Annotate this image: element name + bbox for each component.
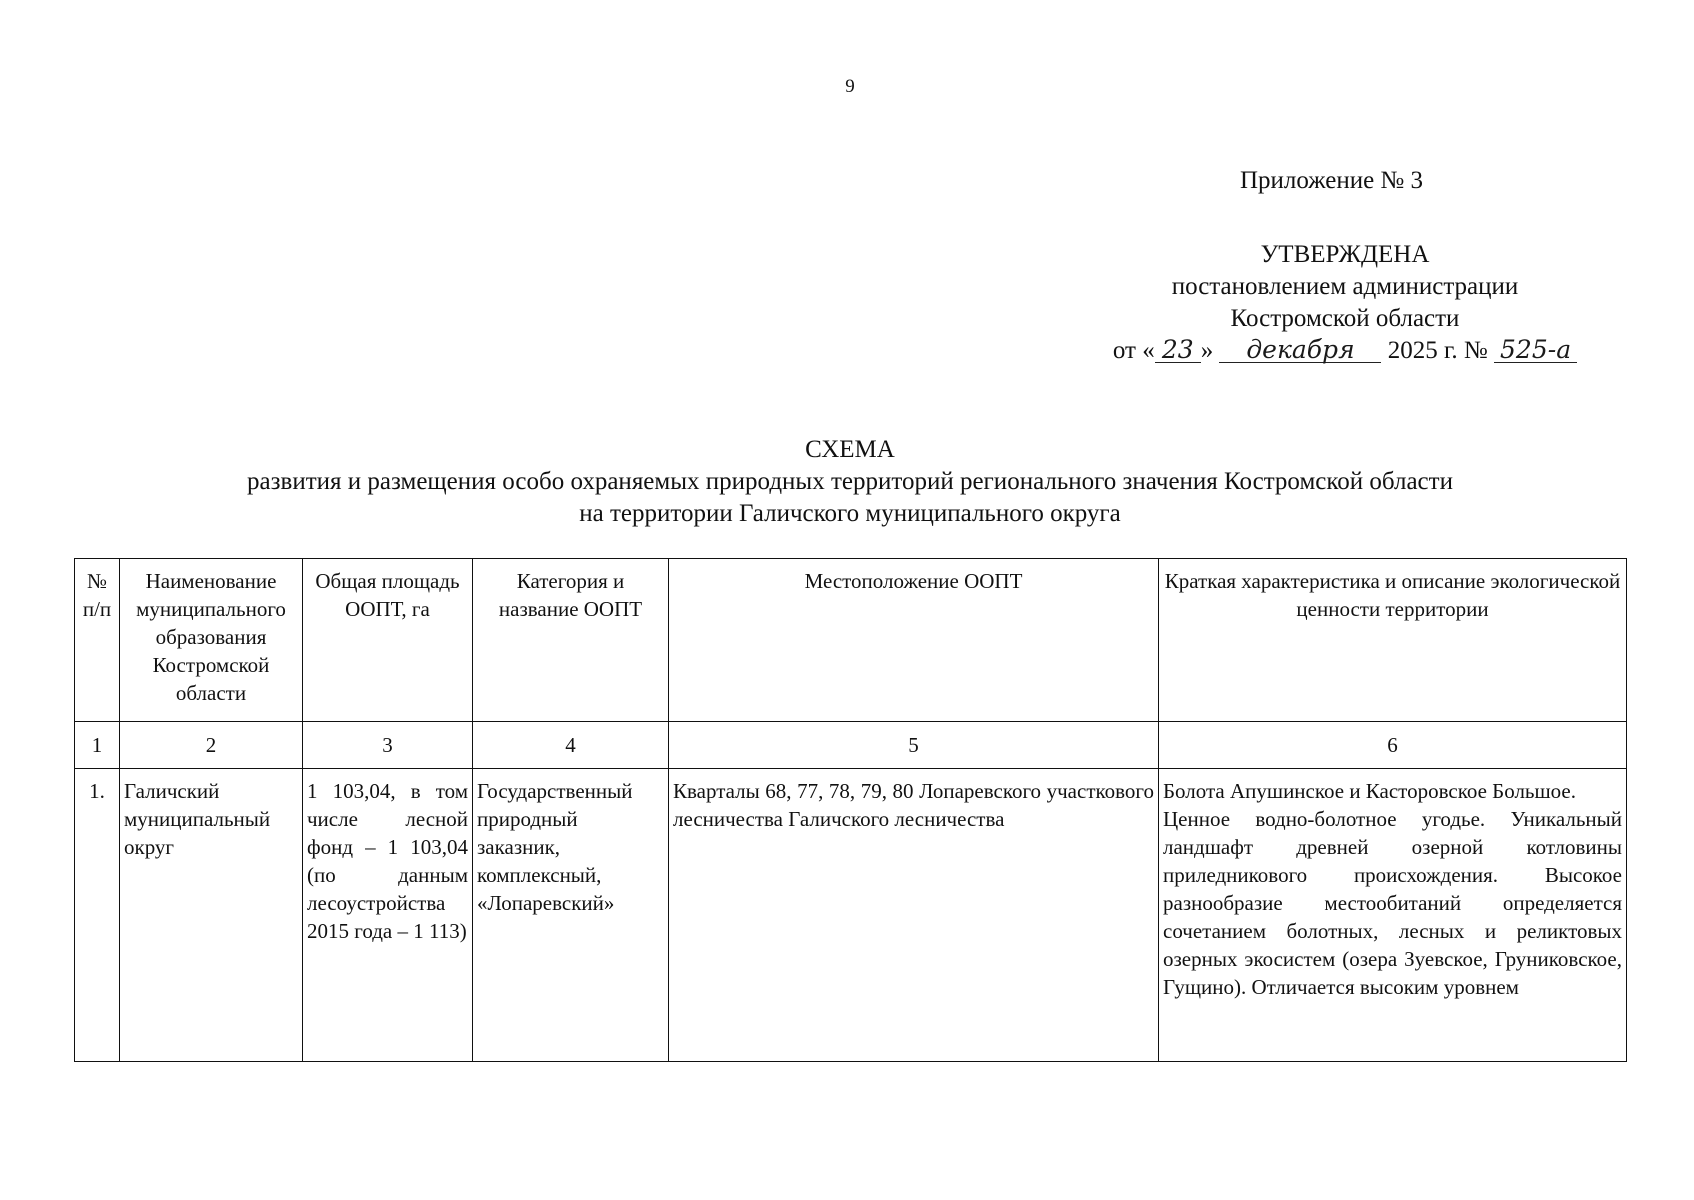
scheme-title bbox=[0, 434, 1694, 530]
handwritten-decree-number: 525-а bbox=[1494, 338, 1577, 363]
description-paragraph-2: Ценное водно-болотное угодье. Уникальный ландшафт древней озерной котловины приледникового происхождения. Высокое разнообразие местообитаний определяется сочетанием болотных, лесных и реликтовых озерных экосистем (озера Зуевское, Груниковское, Гущино). Отличается высоким уровнем bbox=[1163, 807, 1622, 999]
page-number: 9 bbox=[845, 76, 855, 97]
header-municipality: Наименование муниципального образования Костромской области bbox=[120, 559, 303, 722]
description-paragraph-1: Болота Апушинское и Касторовское Большое. bbox=[1163, 779, 1576, 803]
table-row bbox=[75, 769, 1627, 1062]
scheme-subtitle-line2: на территории Галичского муниципального округа bbox=[579, 500, 1121, 527]
year-and-number-label: 2025 г. № bbox=[1387, 337, 1488, 364]
table-header-row bbox=[75, 559, 1627, 722]
annex-label: Приложение № 3 bbox=[1240, 167, 1424, 194]
cell-location: Кварталы 68, 77, 78, 79, 80 Лопаревского участкового лесничества Галичского лесничества bbox=[669, 769, 1159, 1062]
approved-label: УТВЕРЖДЕНА bbox=[1260, 241, 1430, 268]
handwritten-day: 23 bbox=[1155, 338, 1201, 363]
approval-block bbox=[1110, 165, 1580, 367]
header-area: Общая площадь ООПТ, га bbox=[303, 559, 473, 722]
scheme-subtitle-line1: развития и размещения особо охраняемых природных территорий регионального значения Костромской области bbox=[247, 468, 1453, 495]
header-location: Местоположение ООПТ bbox=[669, 559, 1159, 722]
approved-by-line1: постановлением администрации bbox=[1171, 273, 1519, 300]
column-number: 6 bbox=[1159, 722, 1627, 769]
ootp-table bbox=[74, 558, 1627, 1062]
column-number: 1 bbox=[75, 722, 120, 769]
header-category: Категория и название ООПТ bbox=[473, 559, 669, 722]
cell-municipality: Галичский муниципальный округ bbox=[120, 769, 303, 1062]
cell-area: 1 103,04, в том числе лесной фонд – 1 103,04 (по данным лесоустройства 2015 года – 1 113) bbox=[303, 769, 473, 1062]
column-number: 4 bbox=[473, 722, 669, 769]
scheme-heading: СХЕМА bbox=[805, 436, 895, 463]
date-mid: » bbox=[1200, 337, 1214, 364]
column-number: 2 bbox=[120, 722, 303, 769]
column-number: 3 bbox=[303, 722, 473, 769]
header-description: Краткая характеристика и описание экологической ценности территории bbox=[1159, 559, 1627, 722]
handwritten-month: декабря bbox=[1219, 338, 1381, 363]
cell-category: Государственный природный заказник, комплексный, «Лопаревский» bbox=[473, 769, 669, 1062]
date-prefix: от « bbox=[1112, 337, 1155, 364]
column-number: 5 bbox=[669, 722, 1159, 769]
decree-date-line bbox=[1110, 335, 1580, 367]
header-number: № п/п bbox=[75, 559, 120, 722]
column-number-row bbox=[75, 722, 1627, 769]
cell-number: 1. bbox=[75, 769, 120, 1062]
cell-description bbox=[1159, 769, 1627, 1062]
approved-by-line2: Костромской области bbox=[1230, 305, 1460, 332]
